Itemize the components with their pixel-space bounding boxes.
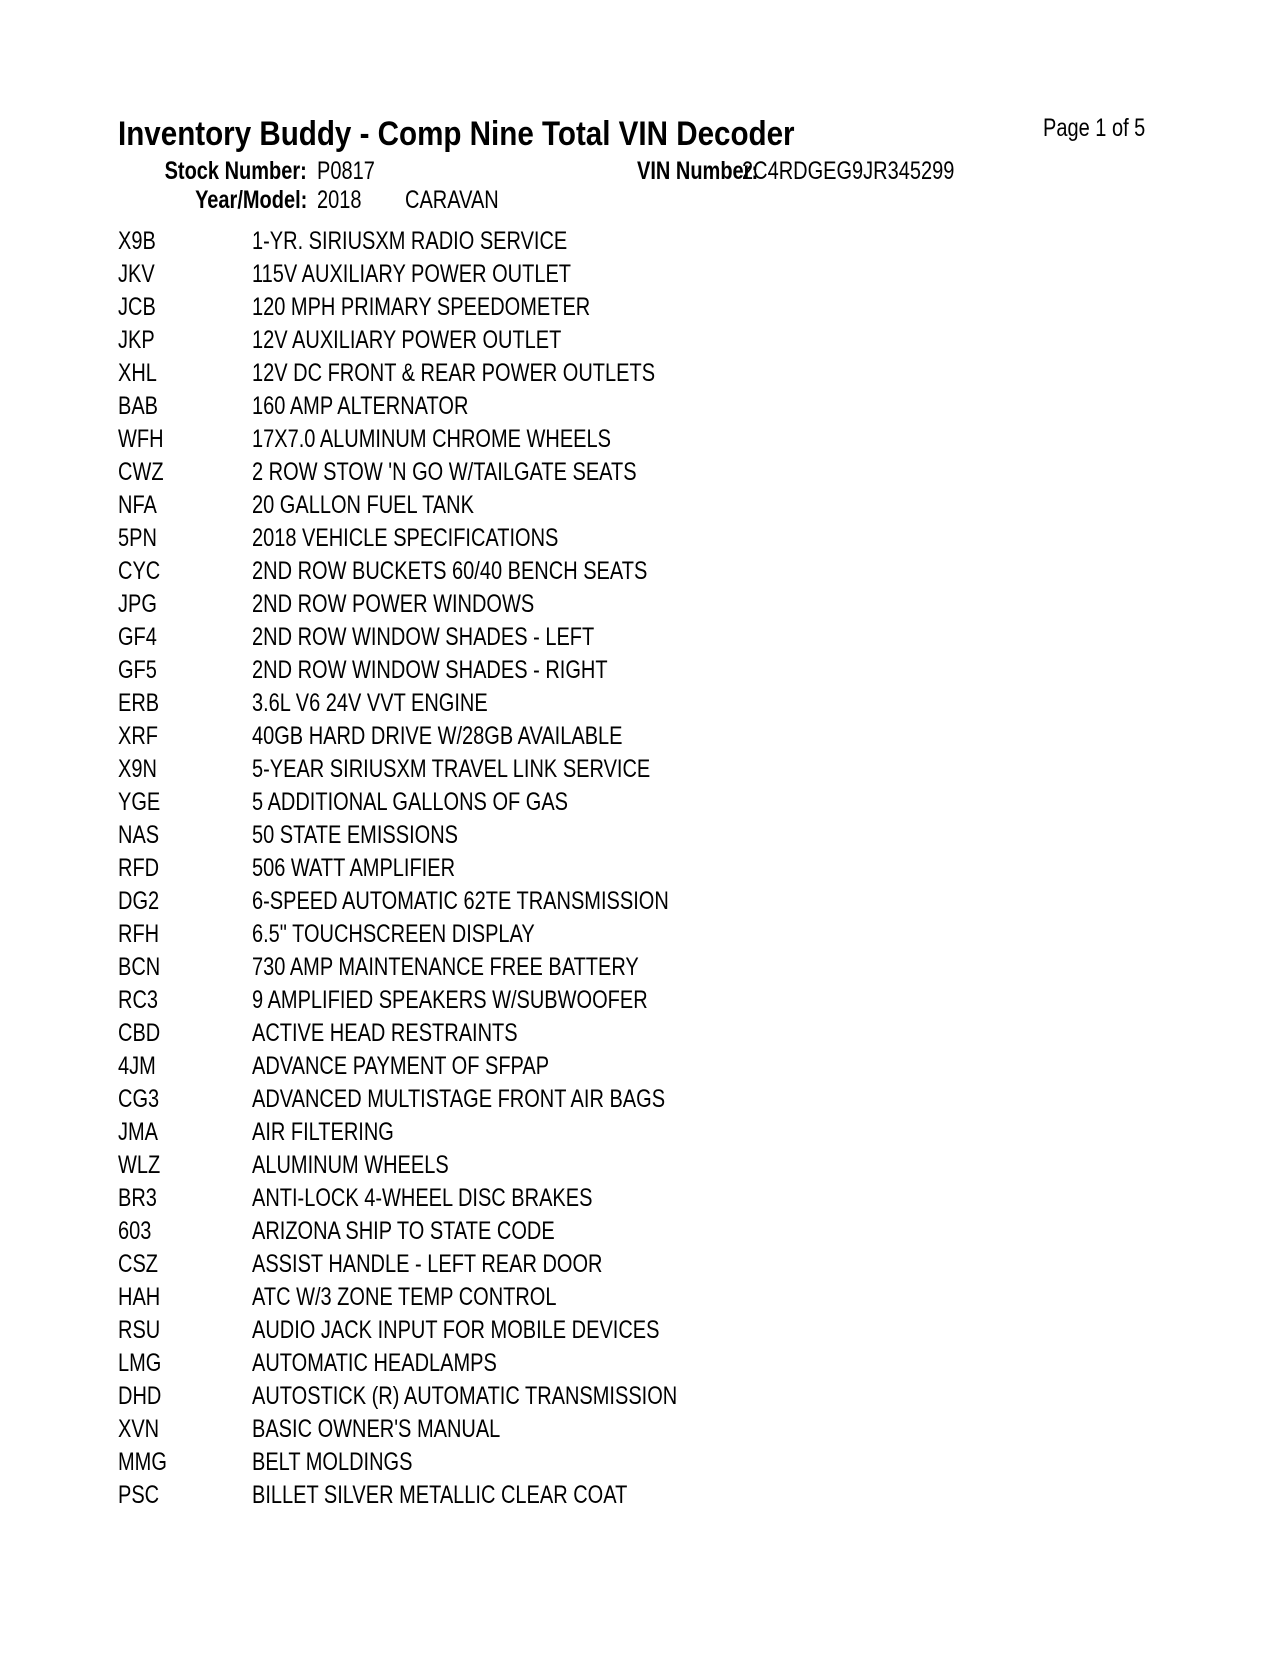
option-description: ATC W/3 ZONE TEMP CONTROL (252, 1283, 557, 1311)
option-description: 12V DC FRONT & REAR POWER OUTLETS (252, 359, 656, 387)
model-value: CARAVAN (405, 186, 499, 214)
option-description: 6-SPEED AUTOMATIC 62TE TRANSMISSION (252, 887, 669, 915)
option-description: ASSIST HANDLE - LEFT REAR DOOR (252, 1250, 603, 1278)
stock-number-value: P0817 (317, 157, 375, 185)
option-description: 2ND ROW BUCKETS 60/40 BENCH SEATS (252, 557, 648, 585)
option-code: BR3 (118, 1184, 157, 1212)
option-code: XVN (118, 1415, 160, 1443)
option-code: 4JM (118, 1052, 156, 1080)
option-description: 2 ROW STOW 'N GO W/TAILGATE SEATS (252, 458, 637, 486)
option-description: 2018 VEHICLE SPECIFICATIONS (252, 524, 559, 552)
option-description: AIR FILTERING (252, 1118, 394, 1146)
option-code: CYC (118, 557, 161, 585)
option-description: 120 MPH PRIMARY SPEEDOMETER (252, 293, 591, 321)
vin-number-value: 2C4RDGEG9JR345299 (742, 157, 955, 185)
option-description: AUTOMATIC HEADLAMPS (252, 1349, 497, 1377)
option-code: JKP (118, 326, 155, 354)
option-description: 17X7.0 ALUMINUM CHROME WHEELS (252, 425, 611, 453)
option-code: GF5 (118, 656, 157, 684)
option-code: RSU (118, 1316, 161, 1344)
option-code: X9B (118, 227, 156, 255)
option-description: AUTOSTICK (R) AUTOMATIC TRANSMISSION (252, 1382, 678, 1410)
option-description: BILLET SILVER METALLIC CLEAR COAT (252, 1481, 628, 1509)
option-code: MMG (118, 1448, 167, 1476)
option-code: YGE (118, 788, 161, 816)
option-code: HAH (118, 1283, 161, 1311)
option-description: 730 AMP MAINTENANCE FREE BATTERY (252, 953, 639, 981)
option-code: JMA (118, 1118, 158, 1146)
option-description: 20 GALLON FUEL TANK (252, 491, 474, 519)
option-description: 160 AMP ALTERNATOR (252, 392, 469, 420)
option-description: 9 AMPLIFIED SPEAKERS W/SUBWOOFER (252, 986, 648, 1014)
option-description: 3.6L V6 24V VVT ENGINE (252, 689, 488, 717)
option-code: JPG (118, 590, 157, 618)
option-code: CSZ (118, 1250, 158, 1278)
option-code: WFH (118, 425, 164, 453)
stock-number-label: Stock Number: (164, 157, 307, 185)
option-description: 2ND ROW POWER WINDOWS (252, 590, 535, 618)
option-description: BELT MOLDINGS (252, 1448, 413, 1476)
option-code: JCB (118, 293, 156, 321)
page-number-indicator: Page 1 of 5 (1043, 114, 1146, 142)
option-code: 5PN (118, 524, 157, 552)
option-code: CWZ (118, 458, 164, 486)
option-description: ADVANCED MULTISTAGE FRONT AIR BAGS (252, 1085, 666, 1113)
option-code: BCN (118, 953, 161, 981)
option-code: X9N (118, 755, 157, 783)
option-description: 12V AUXILIARY POWER OUTLET (252, 326, 562, 354)
option-code: JKV (118, 260, 155, 288)
option-code: 603 (118, 1217, 152, 1245)
option-code: GF4 (118, 623, 157, 651)
option-description: 115V AUXILIARY POWER OUTLET (252, 260, 572, 288)
option-code: RC3 (118, 986, 159, 1014)
option-description: 50 STATE EMISSIONS (252, 821, 458, 849)
option-description: ANTI-LOCK 4-WHEEL DISC BRAKES (252, 1184, 593, 1212)
option-code: RFD (118, 854, 160, 882)
option-description: 5-YEAR SIRIUSXM TRAVEL LINK SERVICE (252, 755, 651, 783)
option-code: RFH (118, 920, 160, 948)
year-model-label: Year/Model: (194, 186, 307, 214)
option-code: CG3 (118, 1085, 160, 1113)
option-code: XRF (118, 722, 158, 750)
option-description: ADVANCE PAYMENT OF SFPAP (252, 1052, 550, 1080)
option-description: 2ND ROW WINDOW SHADES - RIGHT (252, 656, 608, 684)
option-code: NAS (118, 821, 160, 849)
option-description: AUDIO JACK INPUT FOR MOBILE DEVICES (252, 1316, 660, 1344)
option-description: 2ND ROW WINDOW SHADES - LEFT (252, 623, 595, 651)
option-description: 506 WATT AMPLIFIER (252, 854, 456, 882)
option-description: BASIC OWNER'S MANUAL (252, 1415, 501, 1443)
page-title (118, 114, 896, 155)
option-description: ARIZONA SHIP TO STATE CODE (252, 1217, 555, 1245)
page-title-text: Inventory Buddy - Comp Nine Total VIN Decoder (118, 115, 795, 153)
option-code: CBD (118, 1019, 161, 1047)
option-description: 1-YR. SIRIUSXM RADIO SERVICE (252, 227, 568, 255)
option-code: DG2 (118, 887, 160, 915)
option-description: ALUMINUM WHEELS (252, 1151, 449, 1179)
option-code: XHL (118, 359, 157, 387)
option-description: 5 ADDITIONAL GALLONS OF GAS (252, 788, 569, 816)
year-value: 2018 (317, 186, 362, 214)
option-description: 40GB HARD DRIVE W/28GB AVAILABLE (252, 722, 623, 750)
option-code: ERB (118, 689, 160, 717)
option-code: BAB (118, 392, 159, 420)
option-description: ACTIVE HEAD RESTRAINTS (252, 1019, 518, 1047)
option-code: LMG (118, 1349, 162, 1377)
option-code: NFA (118, 491, 157, 519)
option-code: DHD (118, 1382, 162, 1410)
option-code: PSC (118, 1481, 160, 1509)
vin-number-label: VIN Number: (637, 157, 759, 185)
option-code: WLZ (118, 1151, 161, 1179)
option-description: 6.5" TOUCHSCREEN DISPLAY (252, 920, 535, 948)
